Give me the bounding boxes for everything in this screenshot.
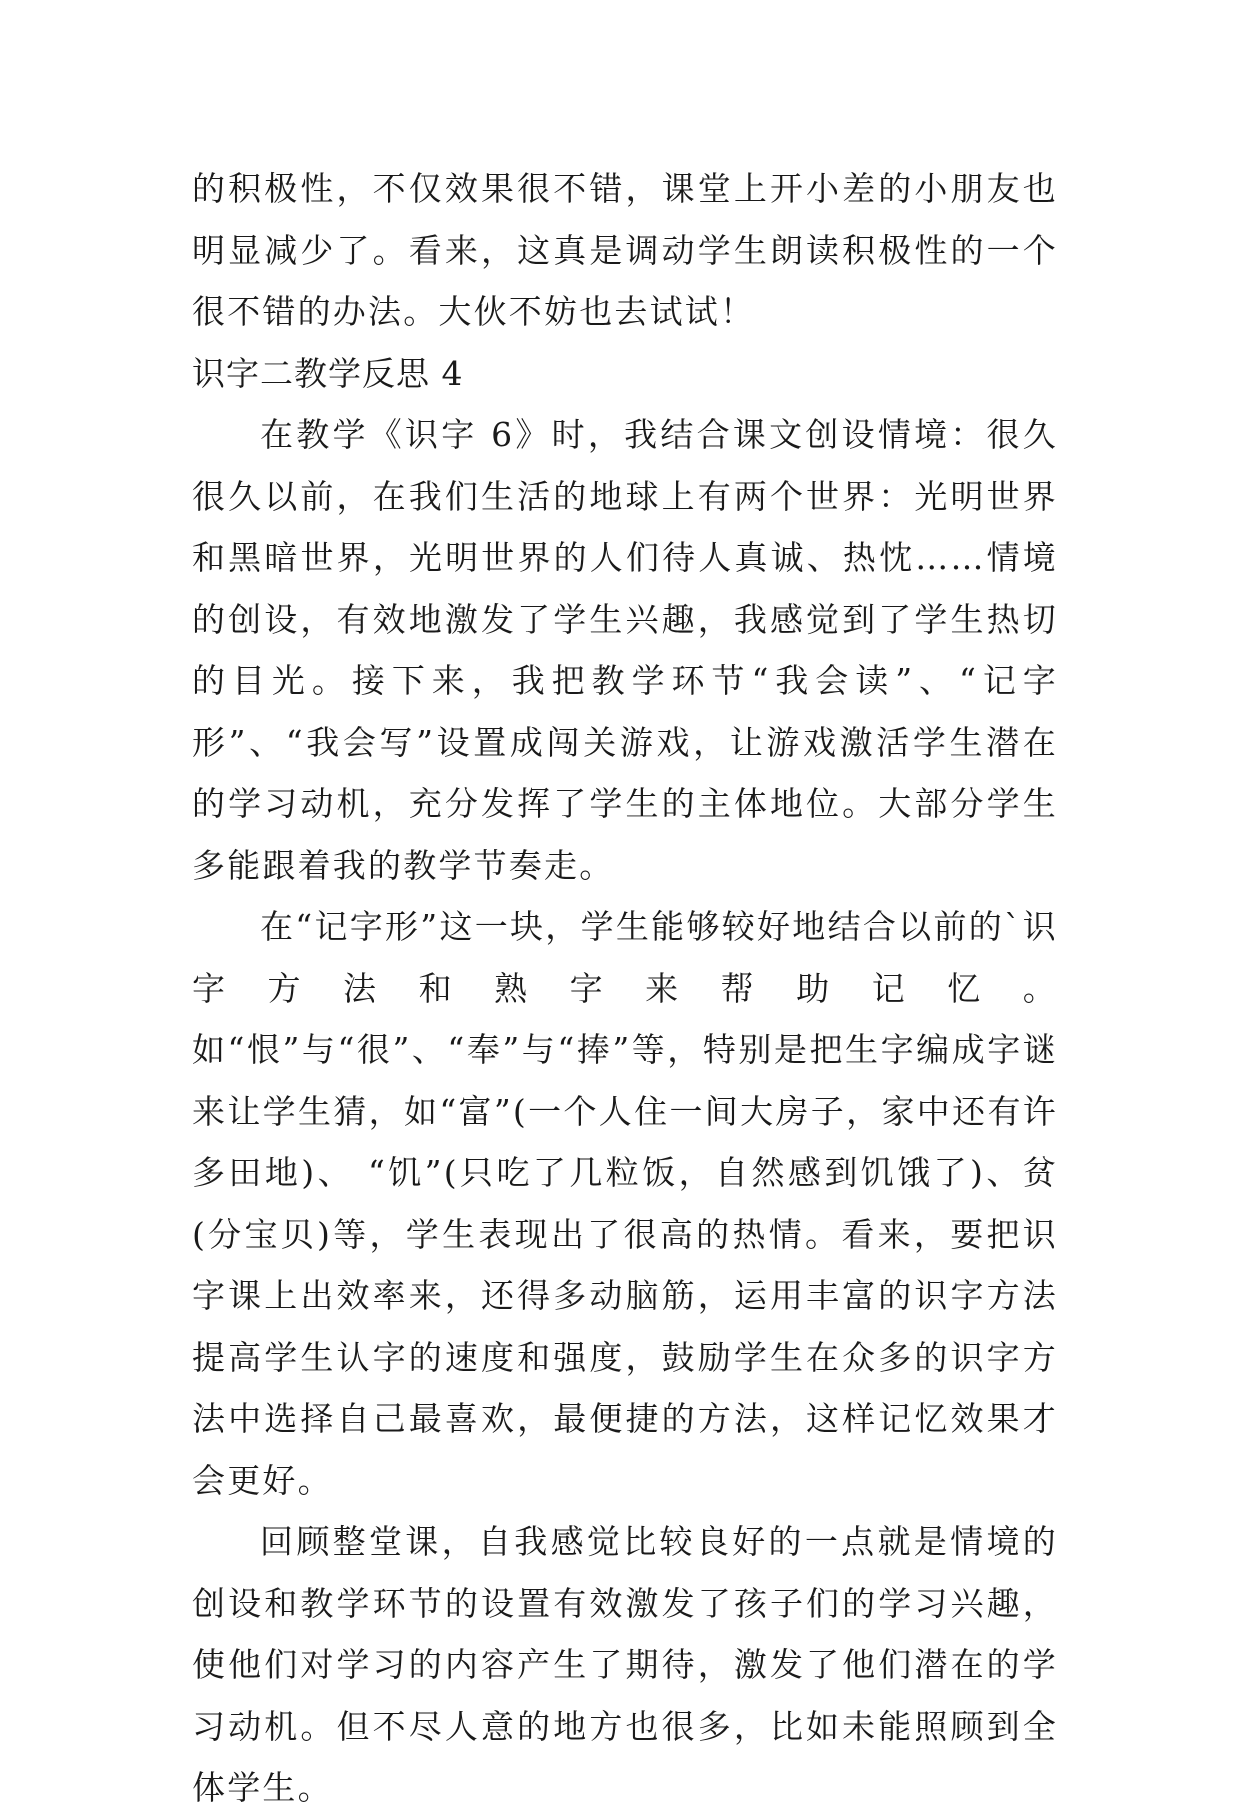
document-body xyxy=(192,158,1058,1819)
paragraph-1: 在教学《识字 6》时，我结合课文创设情境：很久很久以前，在我们生活的地球上有两个世界：光明世界和黑暗世界，光明世界的人们待人真诚、热忱……情境的创设，有效地激发了学生兴趣，我感觉到了学生热切的目光。接下来，我把教学环节“我会读”、“记字形”、“我会写”设置成闯关游戏，让游戏激活学生潜在的学习动机，充分发挥了学生的主体地位。大部分学生多能跟着我的教学节奏走。 xyxy=(192,415,1058,885)
paragraph-2: 在“记字形”这一块，学生能够较好地结合以前的`识字方法和熟字来帮助记忆。如“恨”与“很”、“奉”与“捧”等，特别是把生字编成字谜来让学生猜，如“富”(一个人住一间大房子，家中还有许多田地)、 “饥”(只吃了几粒饭，自然感到饥饿了)、贫(分宝贝)等，学生表现出了很高的热情。看来，要把识字课上出效率来，还得多动脑筋，运用丰富的识字方法提高学生认字的速度和强度，鼓励学生在众多的识字方法中选择自己最喜欢，最便捷的方法，这样记忆效果才会更好。 xyxy=(192,907,1058,1500)
paragraph-3: 回顾整堂课，自我感觉比较良好的一点就是情境的创设和教学环节的设置有效激发了孩子们的学习兴趣，使他们对学习的内容产生了期待，激发了他们潜在的学习动机。但不尽人意的地方也很多，比如未能照顾到全体学生。 xyxy=(192,1522,1058,1807)
section-heading: 识字二教学反思 4 xyxy=(192,353,464,393)
paragraph-continuation: 的积极性，不仅效果很不错，课堂上开小差的小朋友也明显减少了。看来，这真是调动学生朗读积极性的一个很不错的办法。大伙不妨也去试试！ xyxy=(192,169,1058,331)
